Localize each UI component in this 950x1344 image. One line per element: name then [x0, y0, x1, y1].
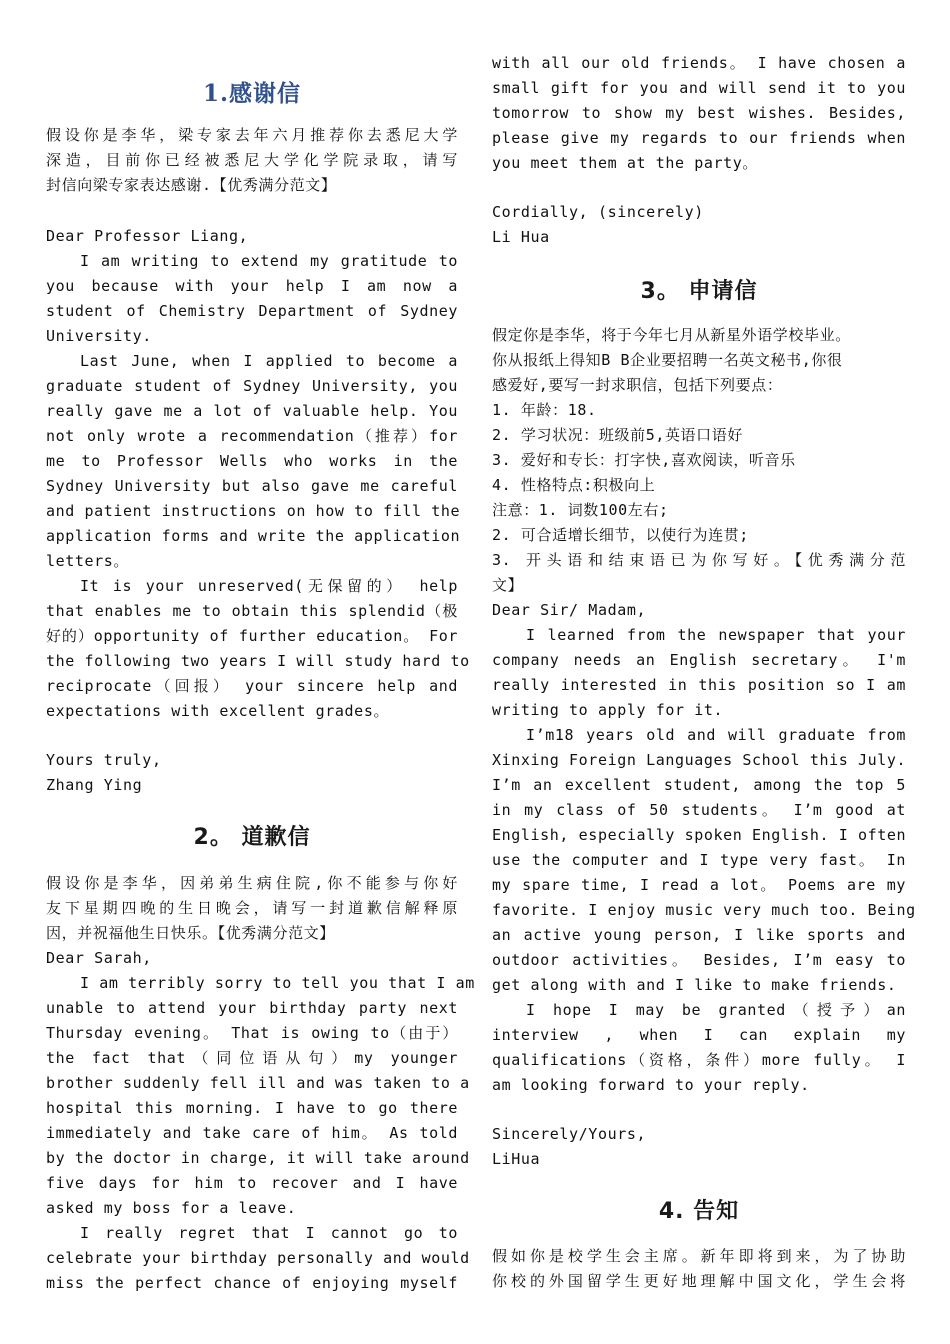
- body-line: unable to attend your birthday party next: [46, 999, 458, 1017]
- salutation: Dear Sir/ Madam,: [492, 601, 647, 619]
- body-line: asked my boss for a leave.: [46, 1199, 297, 1217]
- body-line: five days for him to recover and I have: [46, 1174, 458, 1192]
- body-line: hospital this morning. I have to go there: [46, 1099, 458, 1117]
- body-line: student of Chemistry Department of Sydney: [46, 302, 458, 320]
- body-line: immediately and take care of him。 As told: [46, 1124, 458, 1142]
- section-title-apology-letter: 2。 道歉信: [193, 825, 311, 850]
- prompt-line: 感爱好,要写一封求职信，包括下列要点：: [492, 376, 783, 394]
- body-line: you meet them at the party。: [492, 154, 758, 172]
- body-line: favorite. I enjoy music very much too. Being: [492, 901, 916, 919]
- prompt-line: 假如你是校学生会主席。新年即将到来，为了协助: [492, 1247, 906, 1265]
- prompt-line: 假设你是李华，梁专家去年六月推荐你去悉尼大学: [46, 126, 458, 144]
- prompt-line: 封信向梁专家表达感谢.【优秀满分范文】: [46, 176, 337, 194]
- body-line: outdoor activities。 Besides, I’m easy to: [492, 951, 906, 969]
- body-line: small gift for you and will send it to you: [492, 79, 906, 97]
- body-line: 好的）opportunity of further education。 For: [46, 627, 458, 645]
- prompt-line: 因，并祝福他生日快乐。【优秀满分范文】: [46, 924, 335, 942]
- body-line: me to Professor Wells who works in the: [46, 452, 458, 470]
- signature: Zhang Ying: [46, 776, 143, 794]
- section-title-thank-you-letter: 1.感谢信: [202, 80, 301, 107]
- body-line: University.: [46, 327, 152, 345]
- body-line: I learned from the newspaper that your: [526, 626, 906, 644]
- prompt-line: 假定你是李华，将于今年七月从新星外语学校毕业。: [492, 326, 851, 344]
- body-line: I hope I may be granted（授予）an: [526, 1001, 906, 1019]
- body-line: I really regret that I cannot go to: [80, 1224, 458, 1242]
- body-line: qualifications（资格，条件）more fully。 I: [492, 1051, 906, 1069]
- body-line: the following two years I will study hard to: [46, 652, 470, 670]
- requirement-item: 2. 学习状况：班级前5,英语口语好: [492, 426, 743, 444]
- body-line: I’m an excellent student, among the top 5: [492, 776, 906, 794]
- body-line: interview , when I can explain my: [492, 1026, 906, 1044]
- body-line: expectations with excellent grades。: [46, 702, 390, 720]
- body-line: reciprocate（回报） your sincere help and: [46, 677, 458, 695]
- body-line: that enables me to obtain this splendid（极: [46, 602, 458, 620]
- body-line: in my class of 50 students。 I’m good at: [492, 801, 906, 819]
- note-line: 注意：1. 词数100左右;: [492, 501, 669, 519]
- body-line: graduate student of Sydney University, you: [46, 377, 458, 395]
- body-line: I am terribly sorry to tell you that I am: [80, 974, 475, 992]
- body-line: brother suddenly fell ill and was taken to a: [46, 1074, 470, 1092]
- note-line: 文】: [492, 576, 524, 594]
- body-line: and patient instructions on how to fill the: [46, 502, 461, 520]
- body-line: letters。: [46, 552, 130, 570]
- body-line: the fact that（同位语从句）my younger: [46, 1049, 458, 1067]
- prompt-line: 你校的外国留学生更好地理解中国文化，学生会将: [492, 1272, 906, 1290]
- section-title-application-letter: 3。 申请信: [640, 279, 758, 304]
- body-line: writing to apply for it.: [492, 701, 724, 719]
- body-line: please give my regards to our friends when: [492, 129, 906, 147]
- requirement-item: 4. 性格特点:积极向上: [492, 476, 656, 494]
- signature: LiHua: [492, 1150, 541, 1168]
- body-line: English, especially spoken English. I often: [492, 826, 907, 844]
- salutation: Dear Sarah,: [46, 949, 152, 967]
- note-line: 2. 可合适增长细节，以使行为连贯;: [492, 526, 749, 544]
- body-line: really gave me a lot of valuable help. You: [46, 402, 458, 420]
- requirement-item: 1. 年龄：18.: [492, 401, 597, 419]
- body-line: miss the perfect chance of enjoying myself: [46, 1274, 458, 1292]
- signature: Li Hua: [492, 228, 550, 246]
- body-line: you because with your help I am now a: [46, 277, 458, 295]
- requirement-item: 3. 爱好和专长：打字快,喜欢阅读，听音乐: [492, 451, 796, 469]
- prompt-line: 你从报纸上得知B B企业要招聘一名英文秘书,你很: [492, 351, 843, 369]
- body-line: I’m18 years old and will graduate from: [526, 726, 906, 744]
- body-line: Sydney University but also gave me careful: [46, 477, 458, 495]
- closing: Cordially, (sincerely): [492, 203, 704, 221]
- body-line: company needs an English secretary。 I'm: [492, 651, 906, 669]
- body-line: use the computer and I type very fast。 In: [492, 851, 906, 869]
- body-line: really interested in this position so I am: [492, 676, 906, 694]
- body-line: get along with and I like to make friends.: [492, 976, 897, 994]
- body-line: Thursday evening。 That is owing to（由于）: [46, 1024, 458, 1042]
- salutation: Dear Professor Liang,: [46, 227, 249, 245]
- body-line: Last June, when I applied to become a: [80, 352, 458, 370]
- body-line: my spare time, I read a lot。 Poems are my: [492, 876, 906, 894]
- body-line: with all our old friends。 I have chosen a: [492, 54, 906, 72]
- section-title-notice: 4. 告知: [658, 1199, 740, 1224]
- prompt-line: 友下星期四晚的生日晚会，请写一封道歉信解释原: [46, 899, 458, 917]
- closing: Yours truly,: [46, 751, 162, 769]
- body-line: an active young person, I like sports and: [492, 926, 906, 944]
- body-line: It is your unreserved(无保留的） help: [80, 577, 458, 595]
- body-line: by the doctor in charge, it will take around: [46, 1149, 470, 1167]
- prompt-line: 深造，目前你已经被悉尼大学化学院录取，请写: [46, 151, 458, 169]
- body-line: I am writing to extend my gratitude to: [80, 252, 458, 270]
- body-line: am looking forward to your reply.: [492, 1076, 810, 1094]
- prompt-line: 假设你是李华，因弟弟生病住院,你不能参与你好: [46, 874, 458, 892]
- body-line: celebrate your birthday personally and would: [46, 1249, 470, 1267]
- body-line: Xinxing Foreign Languages School this July.: [492, 751, 907, 769]
- body-line: not only wrote a recommendation（推荐）for: [46, 427, 458, 445]
- closing: Sincerely/Yours,: [492, 1125, 647, 1143]
- body-line: application forms and write the application: [46, 527, 461, 545]
- body-line: tomorrow to show my best wishes. Besides,: [492, 104, 906, 122]
- note-line: 3. 开头语和结束语已为你写好。【优秀满分范: [492, 551, 906, 569]
